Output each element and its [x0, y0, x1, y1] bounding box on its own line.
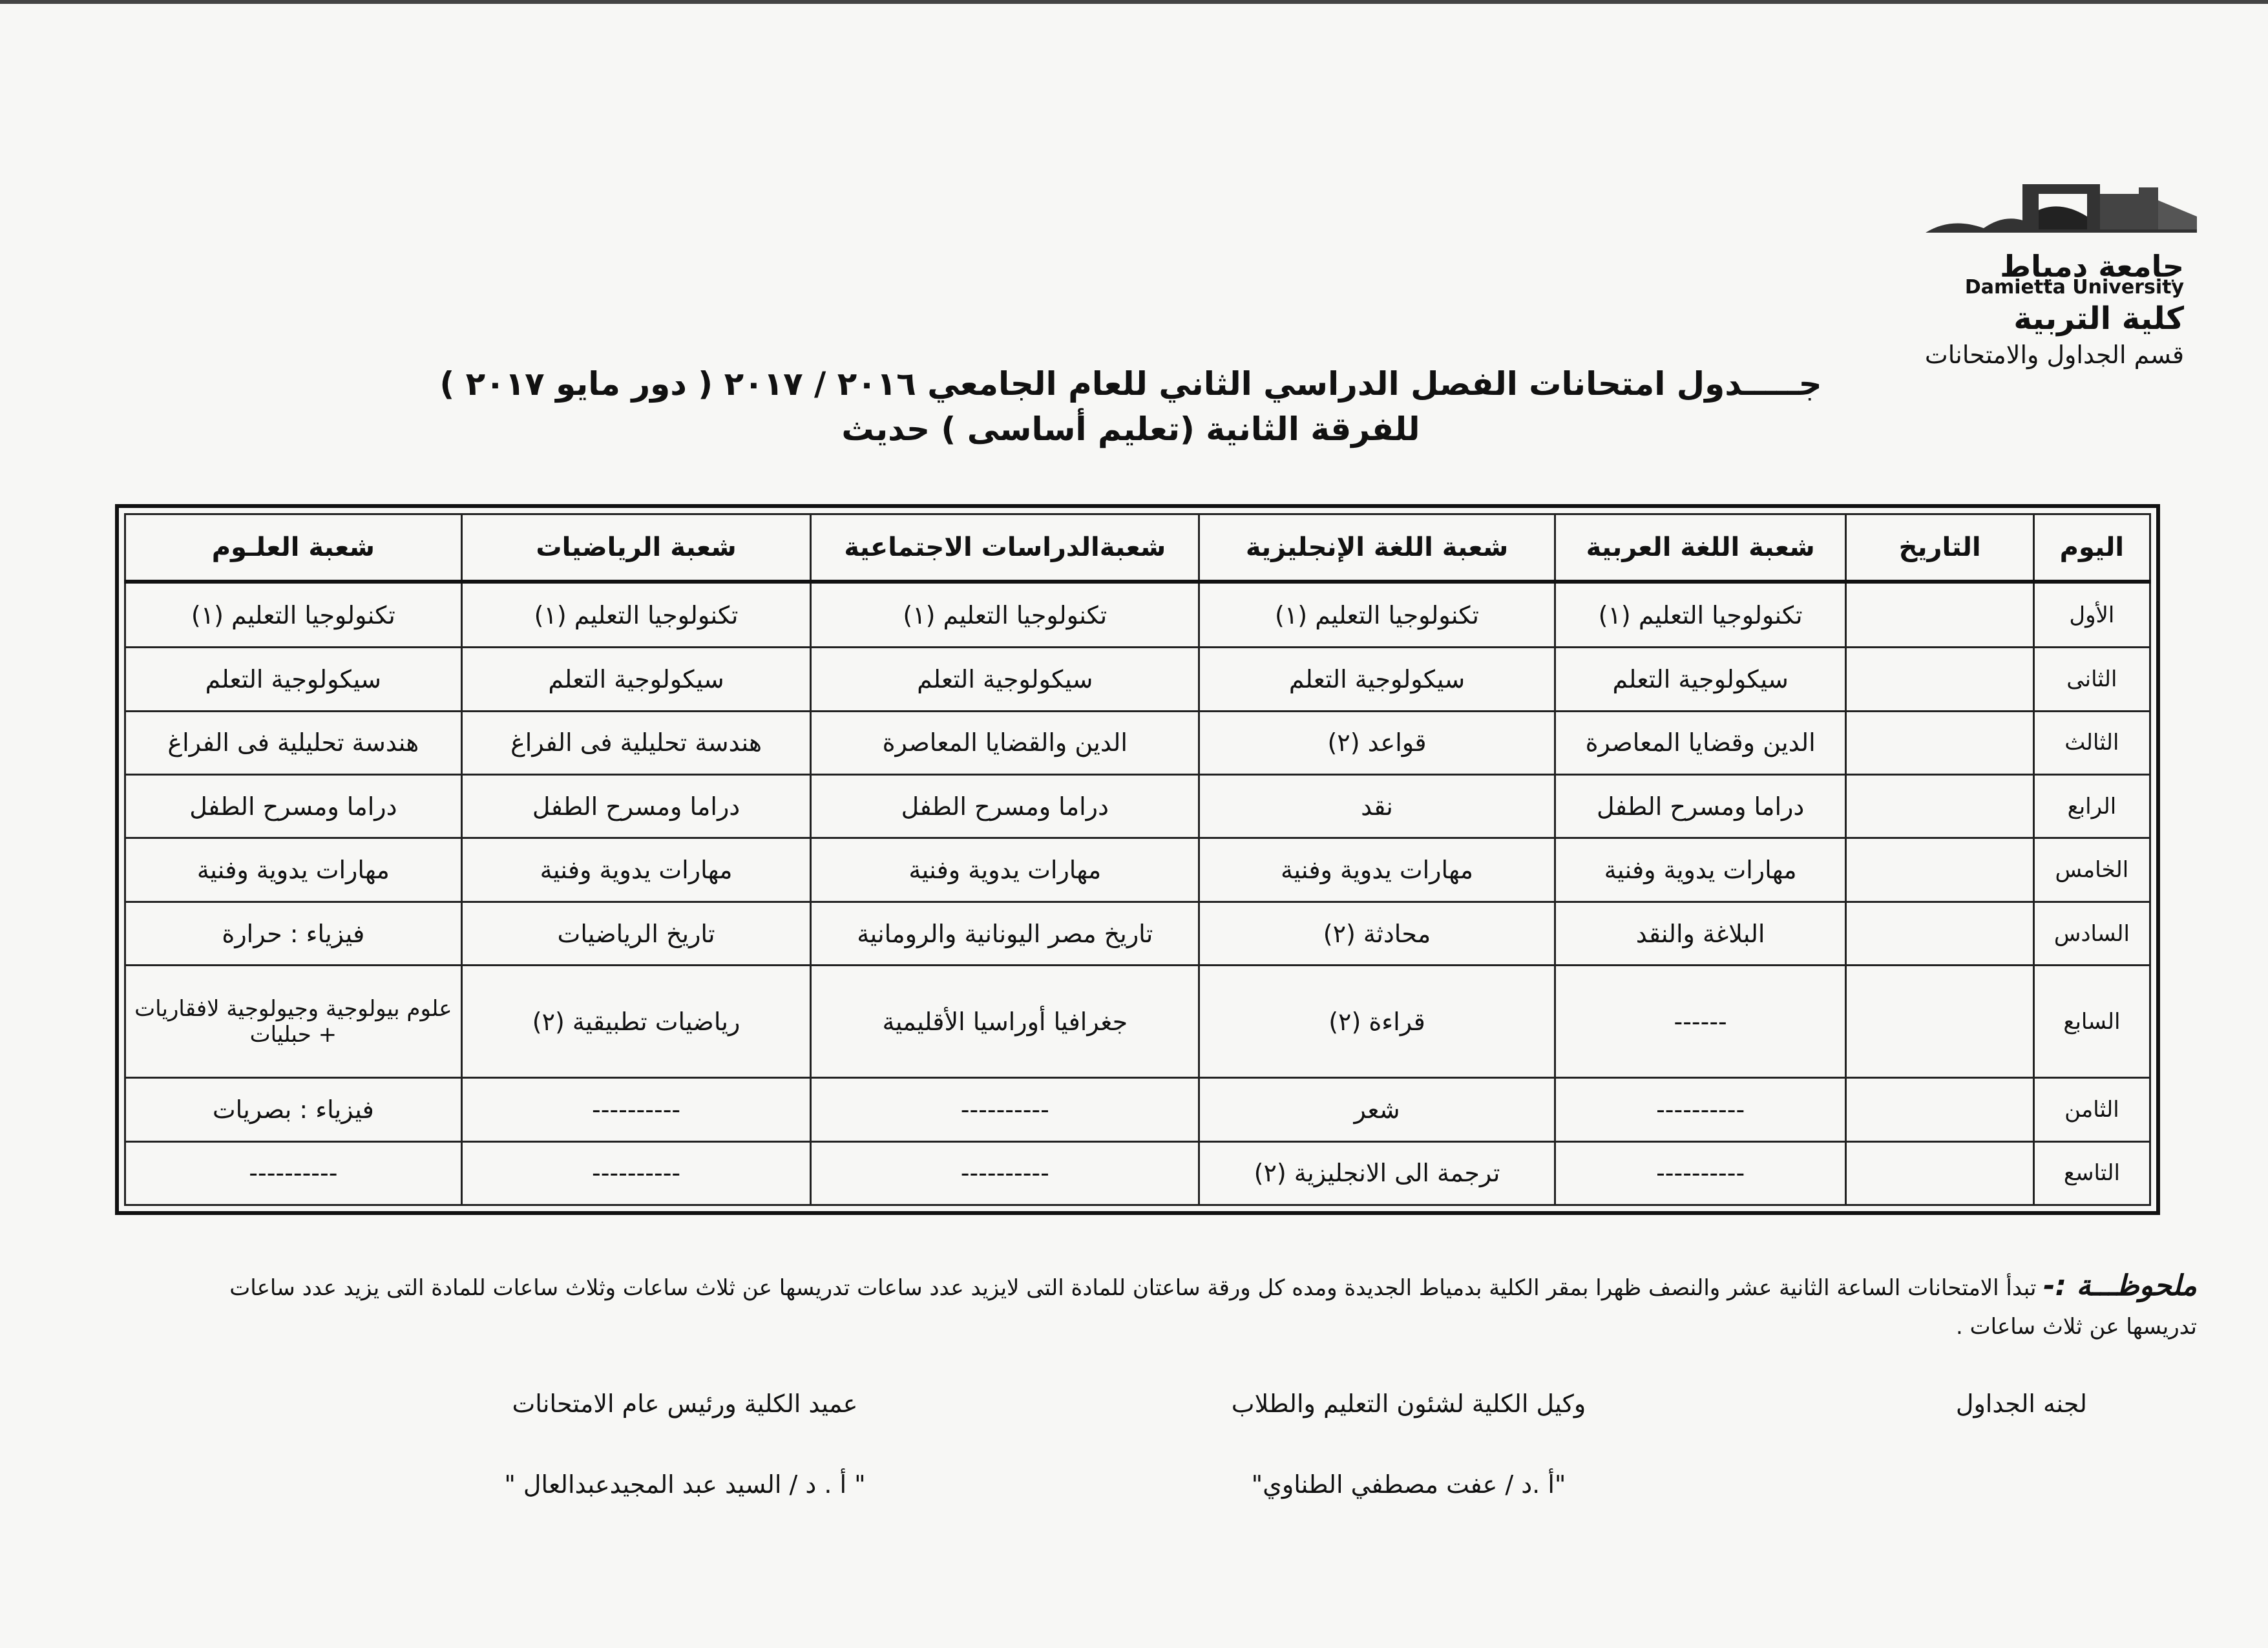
header-science: شعبة العلـوم: [125, 514, 462, 582]
english-cell: تكنولوجيا التعليم (١): [1199, 582, 1555, 648]
english-cell: مهارات يدوية وفنية: [1199, 838, 1555, 902]
arabic-cell: مهارات يدوية وفنية: [1555, 838, 1846, 902]
date-cell: [1846, 774, 2033, 838]
social-cell: تاريخ مصر اليونانية والرومانية: [811, 902, 1199, 965]
arabic-cell: ----------: [1555, 1141, 1846, 1205]
logo-english-text: Damietta University: [1964, 276, 2184, 299]
table-row: [125, 902, 2150, 965]
date-cell: [1846, 711, 2033, 774]
schedule-subtitle: للفرقة الثانية (تعليم أساسى ) حديث: [841, 410, 1420, 448]
day-cell: التاسع: [2033, 1141, 2150, 1205]
date-cell: [1846, 838, 2033, 902]
date-cell: [1846, 966, 2033, 1078]
math-cell: ----------: [461, 1141, 811, 1205]
math-cell: رياضيات تطبيقية (٢): [461, 966, 811, 1078]
table-row: [125, 1078, 2150, 1141]
table-row: [125, 711, 2150, 774]
header-math: شعبة الرياضيات: [461, 514, 811, 582]
table-row: [125, 966, 2150, 1078]
table-row: [125, 838, 2150, 902]
math-cell: سيكولوجية التعلم: [461, 648, 811, 711]
english-cell: قراءة (٢): [1199, 966, 1555, 1078]
science-cell: سيكولوجية التعلم: [125, 648, 462, 711]
exam-table: [124, 513, 2151, 1206]
header-english: شعبة اللغة الإنجليزية: [1199, 514, 1555, 582]
english-cell: سيكولوجية التعلم: [1199, 648, 1555, 711]
social-cell: جغرافيا أوراسيا الأقليمية: [811, 966, 1199, 1078]
vice-dean-title: وكيل الكلية لشئون التعليم والطلاب: [1231, 1389, 1586, 1418]
science-cell: مهارات يدوية وفنية: [125, 838, 462, 902]
date-cell: [1846, 902, 2033, 965]
date-cell: [1846, 1141, 2033, 1205]
english-cell: محادثة (٢): [1199, 902, 1555, 965]
schedule-title: جـــــدول امتحانات الفصل الدراسي الثاني للعام الجامعي ٢٠١٦ / ٢٠١٧ ( دور مايو ٢٠١٧ ): [439, 365, 1822, 403]
social-cell: دراما ومسرح الطفل: [811, 774, 1199, 838]
science-cell: فيزياء : بصريات: [125, 1078, 462, 1141]
dean-title: عميد الكلية ورئيس عام الامتحانات: [512, 1389, 858, 1418]
science-cell: ----------: [125, 1141, 462, 1205]
arabic-cell: سيكولوجية التعلم: [1555, 648, 1846, 711]
date-cell: [1846, 1078, 2033, 1141]
day-cell: الثامن: [2033, 1078, 2150, 1141]
arabic-cell: ----------: [1555, 1078, 1846, 1141]
day-cell: الثالث: [2033, 711, 2150, 774]
science-cell: دراما ومسرح الطفل: [125, 774, 462, 838]
day-cell: الرابع: [2033, 774, 2150, 838]
arabic-cell: تكنولوجيا التعليم (١): [1555, 582, 1846, 648]
exam-table-frame: [115, 504, 2160, 1215]
math-cell: تكنولوجيا التعليم (١): [461, 582, 811, 648]
table-header-row: [125, 514, 2150, 582]
date-cell: [1846, 648, 2033, 711]
social-cell: الدين والقضايا المعاصرة: [811, 711, 1199, 774]
dean-name: " أ . د / السيد عبد المجيدعبدالعال ": [504, 1470, 866, 1499]
science-cell: فيزياء : حرارة: [125, 902, 462, 965]
english-cell: ترجمة الى الانجليزية (٢): [1199, 1141, 1555, 1205]
header-date: التاريخ: [1846, 514, 2033, 582]
math-cell: هندسة تحليلية فى الفراغ: [461, 711, 811, 774]
arabic-cell: البلاغة والنقد: [1555, 902, 1846, 965]
college-name: كلية التربية: [2013, 301, 2184, 337]
math-cell: تاريخ الرياضيات: [461, 902, 811, 965]
table-row: [125, 648, 2150, 711]
arabic-cell: ------: [1555, 966, 1846, 1078]
header-social: شعبةالدراسات الاجتماعية: [811, 514, 1199, 582]
math-cell: مهارات يدوية وفنية: [461, 838, 811, 902]
day-cell: الثانى: [2033, 648, 2150, 711]
note-label: ملحوظـــة :-: [2043, 1269, 2197, 1302]
date-cell: [1846, 582, 2033, 648]
english-cell: نقد: [1199, 774, 1555, 838]
table-row: [125, 582, 2150, 648]
university-logo: [1913, 171, 2197, 372]
english-cell: قواعد (٢): [1199, 711, 1555, 774]
header-arabic: شعبة اللغة العربية: [1555, 514, 1846, 582]
social-cell: سيكولوجية التعلم: [811, 648, 1199, 711]
social-cell: تكنولوجيا التعليم (١): [811, 582, 1199, 648]
social-cell: ----------: [811, 1078, 1199, 1141]
building-icon: [1926, 171, 2197, 242]
math-cell: ----------: [461, 1078, 811, 1141]
table-row: [125, 1141, 2150, 1205]
committee-signature: لجنه الجداول: [1955, 1389, 2087, 1418]
social-cell: ----------: [811, 1141, 1199, 1205]
day-cell: الخامس: [2033, 838, 2150, 902]
logo-arabic-text: جامعة دمياط: [2000, 249, 2184, 284]
science-cell: هندسة تحليلية فى الفراغ: [125, 711, 462, 774]
vice-dean-name: "أ .د / عفت مصطفي الطناوي": [1251, 1470, 1566, 1499]
arabic-cell: الدين وقضايا المعاصرة: [1555, 711, 1846, 774]
arabic-cell: دراما ومسرح الطفل: [1555, 774, 1846, 838]
exam-note: [187, 1267, 2197, 1346]
scan-edge: [0, 0, 2268, 4]
header-day: اليوم: [2033, 514, 2150, 582]
day-cell: السادس: [2033, 902, 2150, 965]
day-cell: السابع: [2033, 966, 2150, 1078]
note-text: تبدأ الامتحانات الساعة الثانية عشر والنصف ظهرا بمقر الكلية بدمياط الجديدة ومده كل ورقة ساعتان للمادة التى لايزيد عدد ساعات تدريسها عن ثلاث ساعات وثلاث ساعات للمادة التى يزيد عدد ساعات تدريسها عن ثلاث ساعات .: [229, 1275, 2197, 1340]
math-cell: دراما ومسرح الطفل: [461, 774, 811, 838]
day-cell: الأول: [2033, 582, 2150, 648]
department-name: قسم الجداول والامتحانات: [1924, 341, 2184, 369]
science-cell: تكنولوجيا التعليم (١): [125, 582, 462, 648]
social-cell: مهارات يدوية وفنية: [811, 838, 1199, 902]
table-row: [125, 774, 2150, 838]
english-cell: شعر: [1199, 1078, 1555, 1141]
science-cell: علوم بيولوجية وجيولوجية لافقاريات + حبليات: [125, 966, 462, 1078]
